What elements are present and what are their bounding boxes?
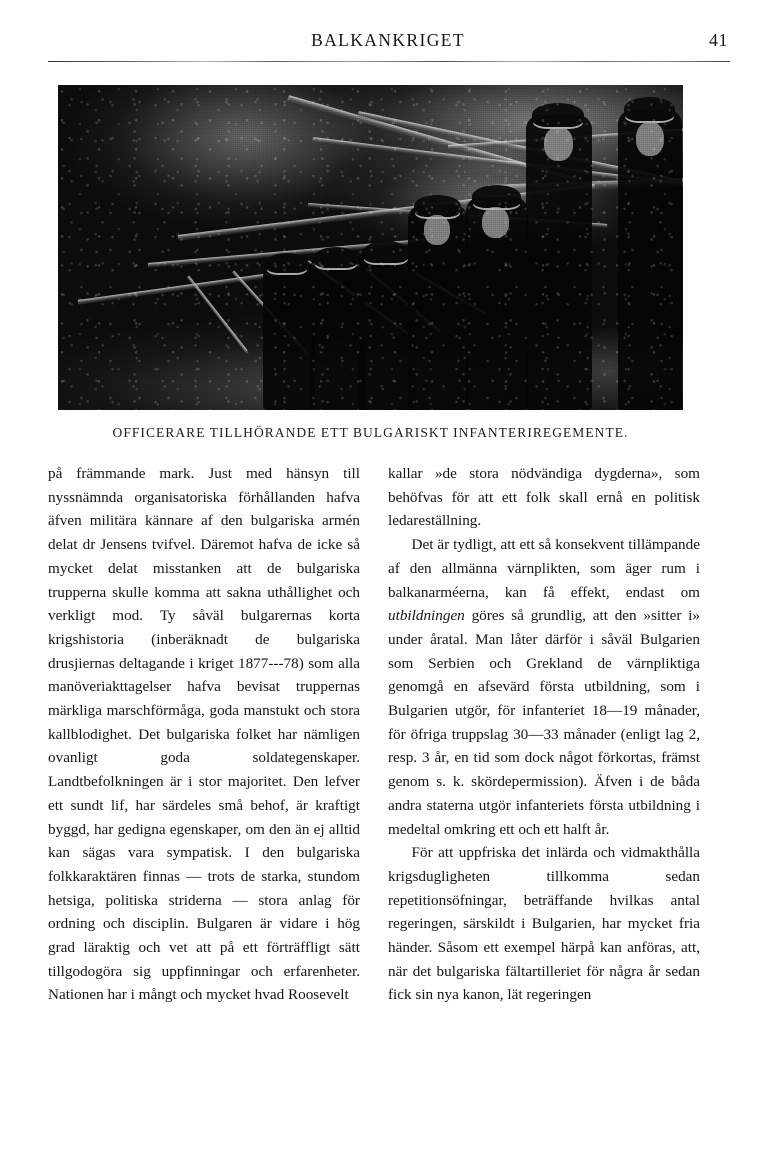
rifle-barrel <box>187 276 248 353</box>
photo-image <box>58 85 683 410</box>
soldier-cap <box>363 241 409 263</box>
paragraph-text-before-emphasis: Det är tydligt, att ett så konsekvent tillämpande af den allmänna värnplikten, som äger rum i balkanarméerna, kan få effekt, endast om <box>388 536 700 601</box>
soldier-figure <box>263 260 315 410</box>
header-divider-rule <box>48 61 730 62</box>
page-number: 41 <box>709 30 728 50</box>
figure-caption: OFFICERARE TILLHÖRANDE ETT BULGARISKT INFANTERIREGEMENTE. <box>112 425 629 440</box>
soldier-face <box>636 122 664 156</box>
paragraph-text-after-emphasis: göres så grundlig, att den »sitter i» under åratal. Man låter därför i såväl Bulgarien som Serbien och Grekland de värnpliktiga genomgå en afsevärd första utbildning, som i Bulgarien utgör, för infanteriet 18—19 månader, för öfriga truppslag 30—33 månader (enligt lag 2, resp. 3 år, en tid som dock något förkortas, främst genom s. k. skördepermission). Äfven i de båda andra staterna utgör infanteriets första utbildning i medeltal omkring ett och ett halft år. <box>388 607 700 838</box>
emphasis-utbildningen: utbildningen <box>388 607 465 625</box>
text-column-right <box>388 462 700 1007</box>
soldier-cap <box>414 195 461 217</box>
running-head <box>48 30 728 56</box>
soldier-cap <box>314 247 358 268</box>
paragraph: kallar »de stora nödvändiga dygderna», som behöfvas för att ett folk skall ernå en politisk ledareställning. <box>388 465 700 530</box>
soldier-cap <box>532 103 584 127</box>
soldier-cap <box>472 185 521 208</box>
figure-photograph <box>58 85 683 410</box>
soldier-cap <box>624 97 675 121</box>
soldier-cap <box>266 253 308 273</box>
soldier-face <box>424 215 450 245</box>
paragraph: på främmande mark. Just med hänsyn till nyssnämnda organisatoriska förhållanden hafva äfven militära kännare af den bulgariska armén delat dr Jensens tvifvel. Däremot hafva de icke så mycket delat misstanken att de bulgariska trupperna skulle komma att sakna uthållighet och verkligt mod. Ty såväl bulgarernas korta krigshistoria (inberäknadt de bulgariska drusjiernas deltagande i kriget 1877---78) som alla manöveriakttagelser hafva bevisat truppernas märkliga marschförmåga, goda manstukt och stora kallblodighet. Det bulgariska folket har nämligen ovanligt goda soldategenskaper. Landtbefolkningen är i stor majoritet. Den lefver ett sundt lif, har särdeles små behof, är kraftigt byggd, har gedigna egenskaper, om den än ej alltid kan sägas vara sympatisk. I den bulgariska folkkaraktären finnas — trots de starka, stundom hetsiga, politiska striderna — stora anlag för ordning och disciplin. Bulgaren är vidare i hög grad läraktig och vet att på ett förträffligt sätt tillgodogöra sig uppfinningar och erfarenheter. Nationen har i mångt och mycket hvad Roosevelt <box>48 465 360 1004</box>
soldier-figure <box>310 255 365 410</box>
text-column-left <box>48 462 360 1007</box>
paragraph <box>388 533 700 841</box>
soldier-face <box>482 207 509 238</box>
soldier-face <box>544 127 573 161</box>
paragraph: För att uppfriska det inlärda och vidmakthålla krigsdugligheten tillkomma sedan repetitionsöfningar, beträffande hvilkas antal regeringen, särskildt i Bulgarien, har mycket fria händer. Såsom ett exempel härpå kan anföras, att, när det bulgariska fältartilleriet för några år sedan fick sin nya kanon, lät regeringen <box>388 844 700 1004</box>
page-title: BALKANKRIGET <box>311 30 465 50</box>
